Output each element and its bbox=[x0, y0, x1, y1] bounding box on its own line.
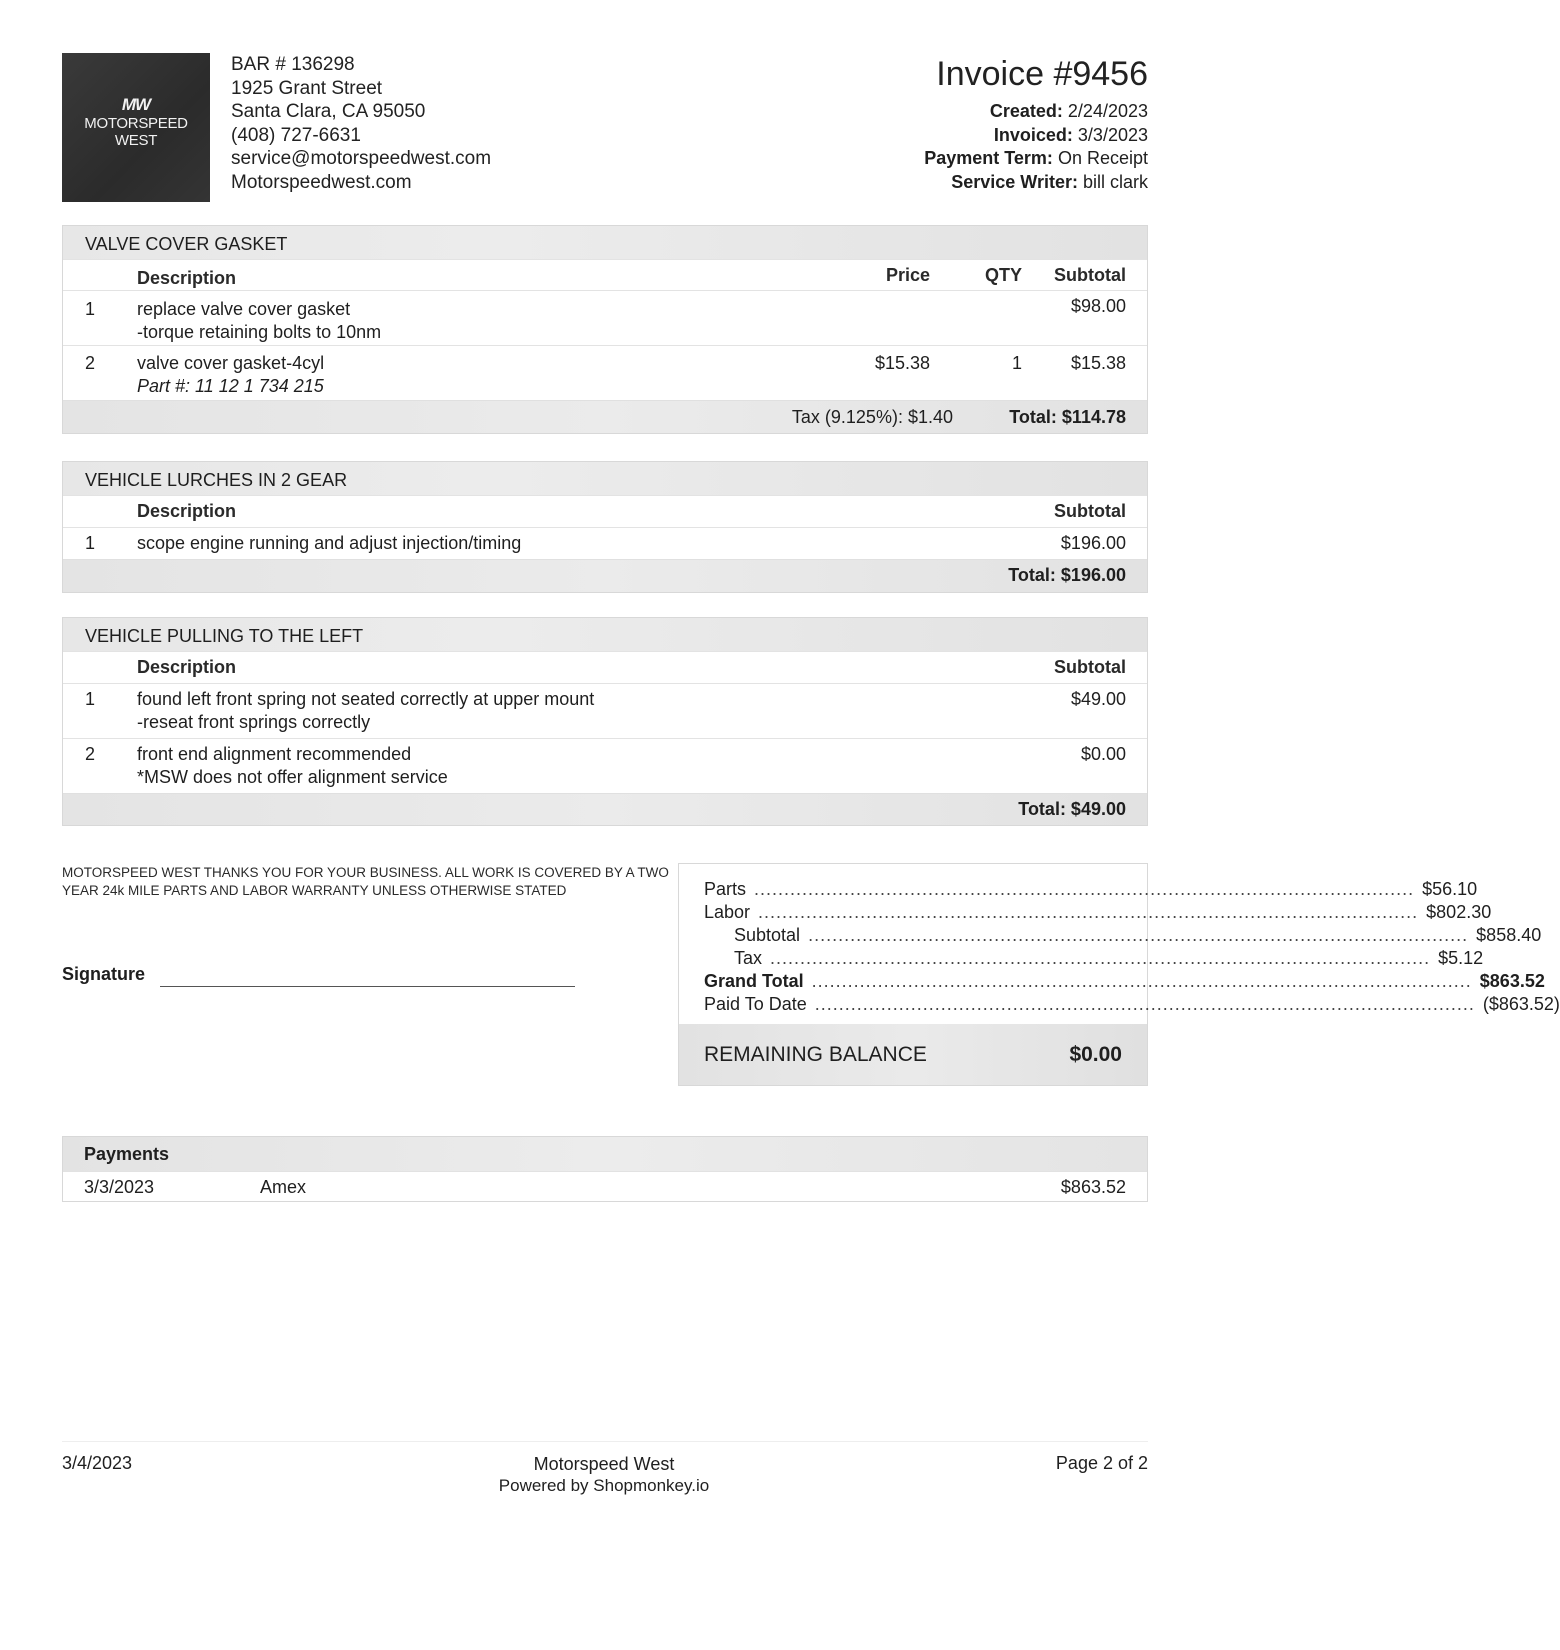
signature-line[interactable] bbox=[160, 986, 575, 987]
table-row bbox=[63, 527, 1147, 559]
item-description: found left front spring not seated correctly at upper mount bbox=[137, 689, 595, 709]
section-total: Total: $196.00 bbox=[1008, 565, 1126, 585]
company-street: 1925 Grant Street bbox=[231, 77, 383, 99]
item-number: 1 bbox=[85, 299, 96, 319]
payment-term bbox=[924, 147, 1148, 171]
leader-dots: .............................................................................................................. bbox=[754, 879, 1415, 899]
footer-center bbox=[404, 1453, 804, 1497]
paid-label: Paid To Date bbox=[704, 994, 807, 1014]
leader-dots: .............................................................................................................. bbox=[770, 948, 1431, 968]
logo-name: MOTORSPEED WEST bbox=[84, 115, 188, 149]
payment-date: 3/3/2023 bbox=[84, 1177, 155, 1197]
item-note: *MSW does not offer alignment service bbox=[137, 767, 448, 787]
item-description: valve cover gasket-4cyl bbox=[137, 353, 325, 373]
col-description: Description bbox=[137, 501, 237, 521]
section-footer bbox=[63, 400, 1147, 433]
paid-value: ($863.52) bbox=[1482, 994, 1560, 1014]
parts-label: Parts bbox=[704, 879, 747, 899]
payment-row bbox=[63, 1171, 1147, 1202]
job-section-valve-cover bbox=[62, 225, 1148, 434]
payment-method: Amex bbox=[260, 1177, 307, 1197]
warranty-text: MOTORSPEED WEST THANKS YOU FOR YOUR BUSINESS. ALL WORK IS COVERED BY A TWO YEAR 24k MILE PARTS AND LABOR WARRANTY UNLESS OTHERWISE STATED bbox=[62, 865, 669, 898]
page-number: Page 2 of 2 bbox=[1055, 1453, 1148, 1473]
leader-dots: .............................................................................................................. bbox=[808, 925, 1469, 945]
bar-number: BAR # 136298 bbox=[231, 54, 355, 75]
invoiced-value: 3/3/2023 bbox=[1077, 124, 1148, 145]
col-description: Description bbox=[137, 268, 237, 288]
table-row bbox=[63, 290, 1147, 345]
invoiced-label: Invoiced: bbox=[993, 124, 1073, 145]
col-subtotal: Subtotal bbox=[1054, 657, 1126, 677]
parts-total-row bbox=[704, 878, 1478, 901]
labor-value: $802.30 bbox=[1426, 902, 1492, 922]
parts-value: $56.10 bbox=[1422, 879, 1478, 899]
item-number: 2 bbox=[85, 353, 96, 373]
powered-by: Powered by Shopmonkey.io bbox=[498, 1476, 710, 1495]
writer-label: Service Writer: bbox=[951, 171, 1078, 192]
subtotal-label: Subtotal bbox=[734, 925, 801, 945]
table-row bbox=[63, 683, 1147, 738]
section-tax: Tax (9.125%): $1.40 bbox=[791, 407, 953, 427]
job-section-pulling bbox=[62, 617, 1148, 826]
tax-row bbox=[704, 947, 1484, 970]
item-subtotal: $0.00 bbox=[1080, 744, 1126, 764]
subtotal-row bbox=[704, 924, 1542, 947]
job-section-lurches bbox=[62, 461, 1148, 593]
item-description: scope engine running and adjust injection/timing bbox=[137, 533, 522, 553]
item-price: $15.38 bbox=[874, 353, 930, 373]
leader-dots: .............................................................................................................. bbox=[811, 971, 1472, 991]
table-row bbox=[63, 738, 1147, 793]
logo-mark: MW bbox=[121, 95, 151, 114]
created-date bbox=[924, 100, 1148, 124]
table-header bbox=[63, 259, 1147, 290]
footer-company: Motorspeed West bbox=[533, 1454, 675, 1474]
item-subtotal: $98.00 bbox=[1070, 296, 1126, 316]
table-row bbox=[63, 345, 1147, 400]
balance-label: REMAINING BALANCE bbox=[704, 1043, 927, 1066]
section-title: VEHICLE PULLING TO THE LEFT bbox=[63, 618, 1147, 651]
item-note: -torque retaining bolts to 10nm bbox=[137, 322, 382, 342]
part-number: Part #: 11 12 1 734 215 bbox=[137, 376, 324, 396]
company-city: Santa Clara, CA 95050 bbox=[231, 101, 426, 122]
invoice-title: Invoice #9456 bbox=[936, 55, 1148, 93]
section-total: Total: $49.00 bbox=[1018, 799, 1126, 819]
item-qty: 1 bbox=[1011, 353, 1022, 373]
item-number: 2 bbox=[85, 744, 96, 764]
service-writer bbox=[924, 171, 1148, 195]
tax-value: $5.12 bbox=[1438, 948, 1484, 968]
section-footer bbox=[63, 559, 1147, 592]
payment-amount: $863.52 bbox=[1060, 1177, 1126, 1197]
footer-date: 3/4/2023 bbox=[62, 1453, 133, 1473]
invoice-header bbox=[924, 52, 1148, 194]
totals-box bbox=[678, 863, 1560, 1086]
payments-title: Payments bbox=[63, 1137, 1147, 1171]
term-label: Payment Term: bbox=[924, 148, 1053, 168]
footer-divider bbox=[62, 1441, 1148, 1442]
tax-label: Tax bbox=[734, 948, 763, 968]
payments-table bbox=[62, 1136, 1148, 1202]
item-subtotal: $15.38 bbox=[1070, 353, 1126, 373]
company-phone: (408) 727-6631 bbox=[231, 124, 361, 146]
company-email: service@motorspeedwest.com bbox=[231, 148, 492, 169]
col-subtotal: Subtotal bbox=[1054, 265, 1126, 285]
writer-value: bill clark bbox=[1082, 171, 1148, 192]
col-subtotal: Subtotal bbox=[1054, 501, 1126, 521]
item-description: replace valve cover gasket bbox=[137, 299, 351, 319]
labor-label: Labor bbox=[704, 902, 751, 922]
item-subtotal: $196.00 bbox=[1060, 533, 1126, 553]
term-value: On Receipt bbox=[1057, 148, 1148, 168]
item-number: 1 bbox=[85, 689, 96, 709]
company-website: Motorspeedwest.com bbox=[231, 171, 412, 193]
col-price: Price bbox=[885, 265, 930, 285]
grand-total-label: Grand Total bbox=[704, 971, 804, 991]
item-description: front end alignment recommended bbox=[137, 744, 412, 764]
table-header bbox=[63, 651, 1147, 683]
paid-to-date-row bbox=[704, 993, 1560, 1016]
item-number: 1 bbox=[85, 533, 96, 553]
created-value: 2/24/2023 bbox=[1067, 101, 1148, 121]
remaining-balance bbox=[679, 1024, 1147, 1085]
section-title: VEHICLE LURCHES IN 2 GEAR bbox=[63, 462, 1147, 495]
item-subtotal: $49.00 bbox=[1070, 689, 1126, 709]
created-label: Created: bbox=[989, 101, 1063, 121]
section-title: VALVE COVER GASKET bbox=[63, 226, 1147, 259]
labor-total-row bbox=[704, 901, 1492, 924]
invoiced-date bbox=[924, 124, 1148, 148]
balance-value: $0.00 bbox=[1069, 1043, 1122, 1066]
table-header bbox=[63, 495, 1147, 527]
grand-total-value: $863.52 bbox=[1479, 971, 1545, 991]
subtotal-value: $858.40 bbox=[1476, 925, 1542, 945]
section-total: Total: $114.78 bbox=[1009, 407, 1126, 427]
signature-label: Signature bbox=[62, 964, 146, 984]
company-info bbox=[231, 53, 491, 194]
leader-dots: .............................................................................................................. bbox=[758, 902, 1419, 922]
company-logo bbox=[62, 53, 210, 202]
item-note: -reseat front springs correctly bbox=[137, 712, 371, 732]
grand-total-row bbox=[704, 970, 1545, 993]
section-footer bbox=[63, 793, 1147, 825]
leader-dots: .............................................................................................................. bbox=[814, 994, 1475, 1014]
col-description: Description bbox=[137, 657, 237, 677]
col-qty: QTY bbox=[984, 265, 1022, 285]
